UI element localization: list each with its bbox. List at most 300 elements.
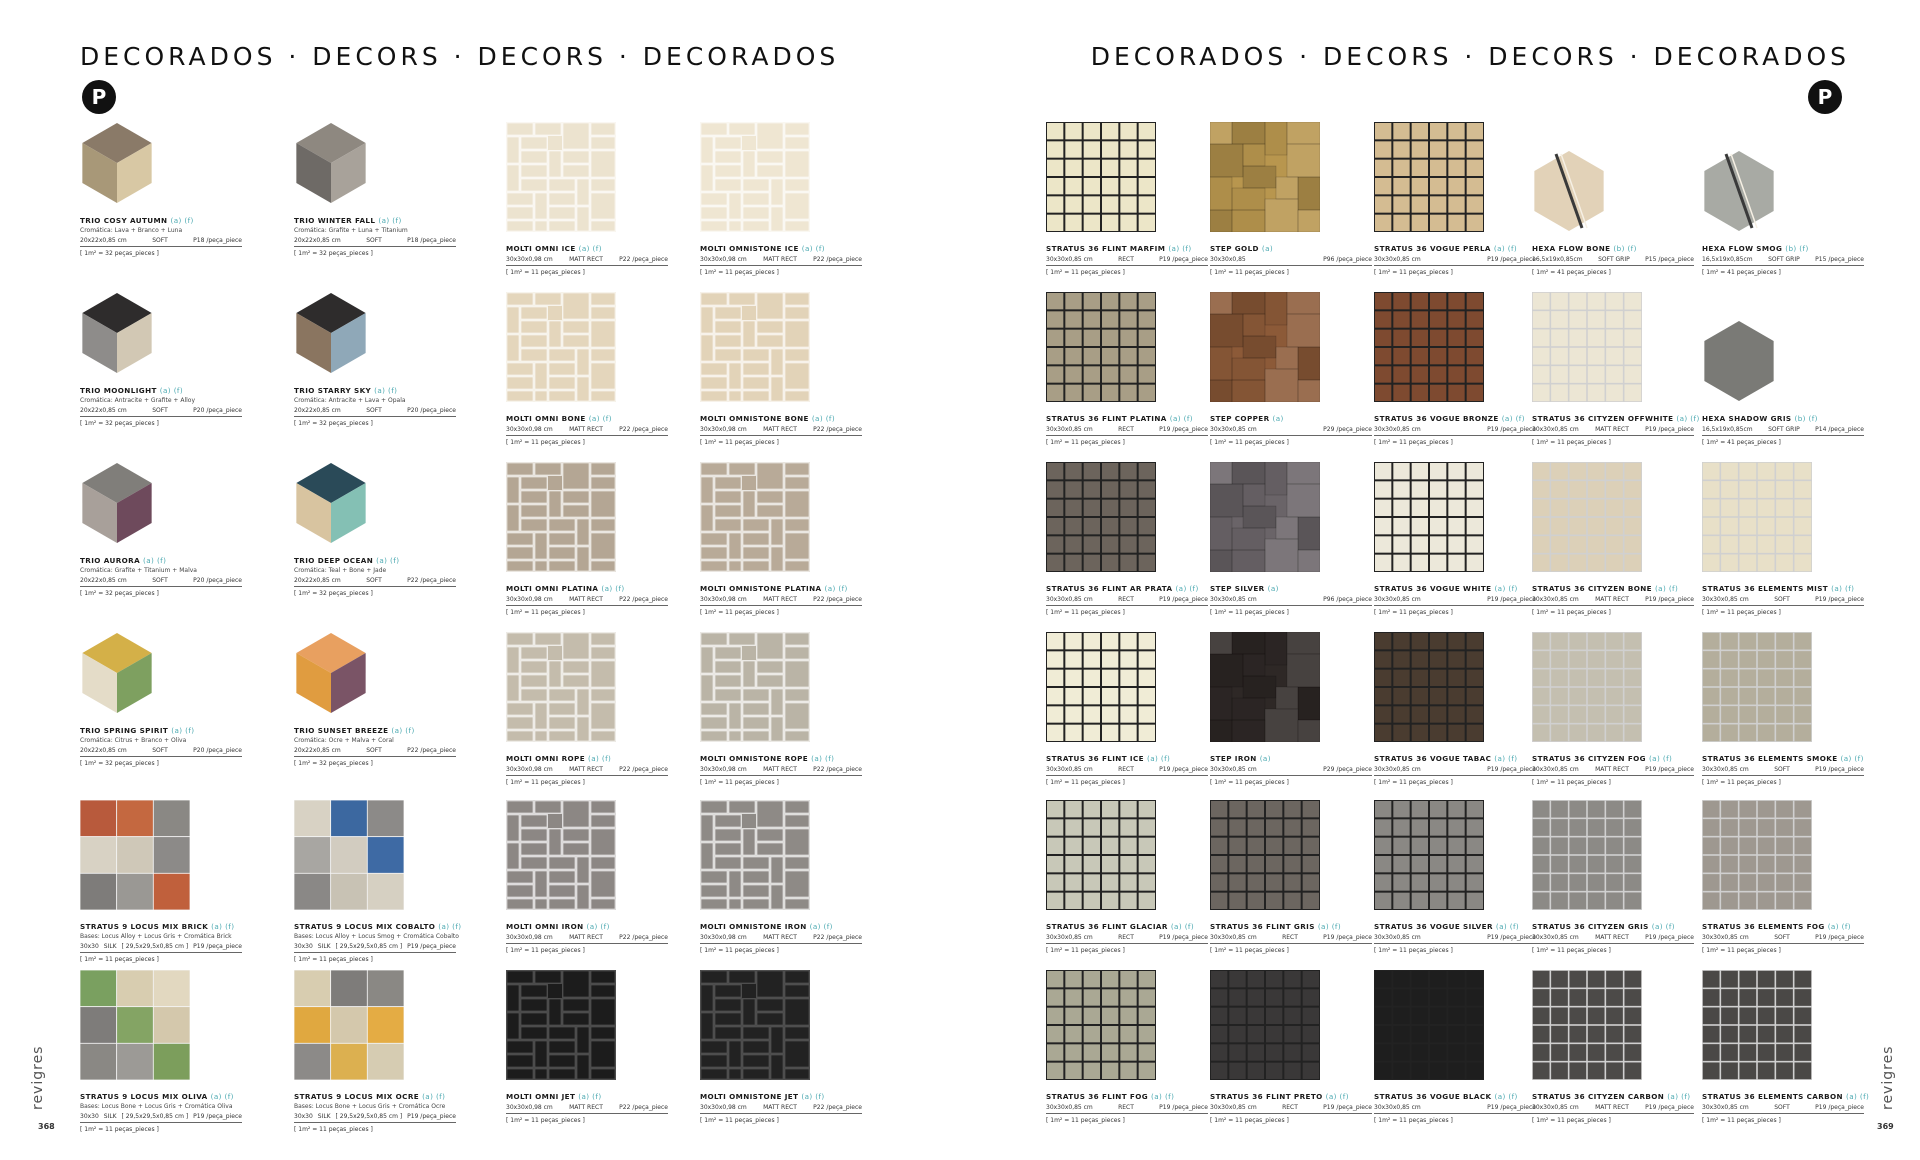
product-card bbox=[506, 122, 674, 276]
product-tag: (a) (f) bbox=[210, 1092, 234, 1101]
spec-price: P19 /peça_piece bbox=[1159, 1104, 1208, 1111]
product-name: STRATUS 36 ELEMENTS FOG (a) (f) bbox=[1702, 922, 1851, 931]
product-card bbox=[1210, 122, 1378, 276]
spec-size: 30x30x0,98 cm bbox=[506, 256, 553, 263]
product-tag: (a) (f) bbox=[824, 584, 848, 593]
product-tag: (a) (f) bbox=[1146, 754, 1171, 763]
product-pack: [ 1m² = 11 peças_pieces ] bbox=[1210, 269, 1289, 276]
product-spec bbox=[1210, 766, 1372, 776]
product-card bbox=[1702, 320, 1870, 446]
spec-size: 30x30x0,85 cm bbox=[1702, 1104, 1749, 1111]
product-spec bbox=[700, 766, 862, 776]
spec-size: 30x30x0,98 cm bbox=[506, 1104, 553, 1111]
product-name: TRIO DEEP OCEAN (a) (f) bbox=[294, 556, 400, 565]
product-spec bbox=[1210, 426, 1372, 436]
spec-price: P22 /peça_piece bbox=[619, 596, 668, 603]
product-tag: (a) (f) bbox=[801, 244, 826, 253]
product-pack: [ 1m² = 11 peças_pieces ] bbox=[1702, 947, 1781, 954]
spec-finish: MATT RECT bbox=[763, 596, 797, 603]
product-pack: [ 1m² = 11 peças_pieces ] bbox=[1532, 609, 1611, 616]
product-spec bbox=[80, 577, 242, 587]
product-card bbox=[294, 970, 462, 1133]
product-spec bbox=[1374, 426, 1536, 436]
spec-size: 30x30x0,85 cm bbox=[1374, 596, 1421, 603]
product-card bbox=[1374, 122, 1542, 276]
product-pack: [ 1m² = 11 peças_pieces ] bbox=[80, 1126, 159, 1133]
product-name: MOLTI OMNISTONE ROPE (a) (f) bbox=[700, 754, 835, 763]
product-name: STRATUS 36 FLINT MARFIM (a) (f) bbox=[1046, 244, 1192, 253]
product-pack: [ 1m² = 11 peças_pieces ] bbox=[700, 439, 779, 446]
side-brand-right: revigres bbox=[1880, 1045, 1896, 1110]
spec-extra: [ 29,5x29,5x0,85 cm ] bbox=[121, 943, 189, 950]
product-tag: (a) (f) bbox=[211, 922, 235, 931]
product-pack: [ 1m² = 11 peças_pieces ] bbox=[1210, 779, 1289, 786]
product-spec bbox=[1046, 596, 1208, 606]
tile-swatch bbox=[700, 122, 810, 232]
spec-finish: RECT bbox=[1118, 934, 1134, 941]
spec-price: P19 /peça_piece bbox=[193, 943, 242, 950]
spec-size: 20x22x0,85 cm bbox=[80, 407, 127, 414]
product-composition: Cromática: Grafite + Titanium + Malva bbox=[80, 567, 197, 574]
tile-swatch bbox=[1702, 150, 1776, 232]
product-name: STRATUS 36 FLINT ICE (a) (f) bbox=[1046, 754, 1171, 763]
product-name: TRIO MOONLIGHT (a) (f) bbox=[80, 386, 184, 395]
spec-size: 20x22x0,85 cm bbox=[80, 577, 127, 584]
spec-price: P19 /peça_piece bbox=[1815, 766, 1864, 773]
spec-size: 30x30x0,85 cm bbox=[1374, 934, 1421, 941]
spec-price: P22 /peça_piece bbox=[619, 426, 668, 433]
tile-swatch bbox=[80, 632, 154, 714]
product-pack: [ 1m² = 11 peças_pieces ] bbox=[1046, 947, 1125, 954]
product-tag: (a) (f) bbox=[376, 556, 400, 565]
spec-size: 30x30x0,85 cm bbox=[1702, 934, 1749, 941]
spec-price: P19 /peça_piece bbox=[1815, 596, 1864, 603]
product-spec bbox=[80, 237, 242, 247]
product-card bbox=[1046, 122, 1214, 276]
tile-swatch bbox=[1210, 800, 1320, 910]
product-tag: (a) (f) bbox=[578, 244, 602, 253]
product-name: STRATUS 36 CITYZEN CARBON (a) (f) bbox=[1532, 1092, 1691, 1101]
product-card bbox=[700, 292, 868, 446]
product-name: STRATUS 36 FLINT PRETO (a) (f) bbox=[1210, 1092, 1349, 1101]
spec-size: 30x30x0,85 cm bbox=[1532, 934, 1579, 941]
product-spec bbox=[294, 1113, 456, 1123]
product-pack: [ 1m² = 11 peças_pieces ] bbox=[294, 956, 373, 963]
tile-swatch bbox=[506, 970, 616, 1080]
spec-price: P19 /peça_piece bbox=[1487, 934, 1536, 941]
product-card bbox=[80, 800, 248, 963]
product-tag: (a) (f) bbox=[801, 1092, 825, 1101]
spec-price: P96 /peça_piece bbox=[1323, 256, 1372, 263]
spec-size: 20x22x0,85 cm bbox=[294, 577, 341, 584]
spec-finish: MATT RECT bbox=[763, 766, 797, 773]
product-tag: (a) (f) bbox=[1493, 244, 1518, 253]
product-spec bbox=[1374, 934, 1536, 944]
product-pack: [ 1m² = 11 peças_pieces ] bbox=[506, 779, 585, 786]
product-spec bbox=[1702, 596, 1864, 606]
product-tag: (a) (f) bbox=[811, 414, 836, 423]
spec-size: 30x30x0,85 cm bbox=[1046, 1104, 1093, 1111]
tile-swatch bbox=[80, 122, 154, 204]
product-pack: [ 1m² = 11 peças_pieces ] bbox=[506, 1117, 585, 1124]
product-pack: [ 1m² = 11 peças_pieces ] bbox=[700, 609, 779, 616]
product-name: STRATUS 36 VOGUE TABAC (a) (f) bbox=[1374, 754, 1518, 763]
tile-swatch bbox=[1046, 970, 1156, 1080]
tile-swatch bbox=[294, 800, 404, 910]
product-pack: [ 1m² = 32 peças_pieces ] bbox=[80, 590, 159, 597]
product-name: STRATUS 36 CITYZEN BONE (a) (f) bbox=[1532, 584, 1679, 593]
spec-size: 30x30x0,85 cm bbox=[1046, 596, 1093, 603]
tile-swatch bbox=[1210, 292, 1320, 402]
product-pack: [ 1m² = 11 peças_pieces ] bbox=[1374, 609, 1453, 616]
product-tag: (a) (f) bbox=[1175, 584, 1199, 593]
product-card bbox=[1532, 800, 1700, 954]
spec-size: 30x30x0,85 cm bbox=[1374, 1104, 1421, 1111]
tile-swatch bbox=[1374, 292, 1484, 402]
product-card bbox=[1210, 800, 1378, 954]
product-name: HEXA FLOW BONE (b) (f) bbox=[1532, 244, 1637, 253]
product-name: STRATUS 36 VOGUE WHITE (a) (f) bbox=[1374, 584, 1518, 593]
product-tag: (a) bbox=[1259, 754, 1271, 763]
product-pack: [ 1m² = 11 peças_pieces ] bbox=[506, 439, 585, 446]
product-card bbox=[294, 292, 462, 427]
product-composition: Cromática: Lava + Branco + Luna bbox=[80, 227, 183, 234]
spec-price: P22 /peça_piece bbox=[619, 1104, 668, 1111]
product-card bbox=[506, 800, 674, 954]
product-spec bbox=[1702, 426, 1864, 436]
spec-finish: MATT RECT bbox=[569, 934, 603, 941]
spec-finish: MATT RECT bbox=[569, 1104, 603, 1111]
product-name: STRATUS 36 CITYZEN GRIS (a) (f) bbox=[1532, 922, 1675, 931]
product-spec bbox=[700, 596, 862, 606]
product-tag: (a) (f) bbox=[1494, 1092, 1518, 1101]
spec-size: 30x30x0,85 cm bbox=[1210, 766, 1257, 773]
product-pack: [ 1m² = 11 peças_pieces ] bbox=[1210, 439, 1289, 446]
tile-swatch bbox=[1702, 970, 1812, 1080]
product-pack: [ 1m² = 11 peças_pieces ] bbox=[700, 269, 779, 276]
spec-finish: MATT RECT bbox=[569, 256, 603, 263]
product-composition: Cromática: Citrus + Branco + Oliva bbox=[80, 737, 187, 744]
spec-price: P14 /peça_piece bbox=[1815, 426, 1864, 433]
product-card bbox=[1702, 150, 1870, 276]
side-brand-left: revigres bbox=[30, 1045, 46, 1110]
spec-finish: SOFT GRIP bbox=[1598, 256, 1630, 263]
spec-price: P22 /peça_piece bbox=[813, 256, 862, 263]
tile-swatch bbox=[506, 800, 616, 910]
product-name: STRATUS 9 LOCUS MIX BRICK (a) (f) bbox=[80, 922, 235, 931]
tile-swatch bbox=[700, 462, 810, 572]
product-spec bbox=[1374, 766, 1536, 776]
product-pack: [ 1m² = 41 peças_pieces ] bbox=[1702, 439, 1781, 446]
tile-swatch bbox=[1374, 122, 1484, 232]
product-spec bbox=[294, 943, 456, 953]
spec-size: 30x30x0,98 cm bbox=[506, 596, 553, 603]
spec-price: P19 /peça_piece bbox=[1645, 1104, 1694, 1111]
product-pack: [ 1m² = 11 peças_pieces ] bbox=[294, 1126, 373, 1133]
product-name: MOLTI OMNISTONE ICE (a) (f) bbox=[700, 244, 826, 253]
product-pack: [ 1m² = 11 peças_pieces ] bbox=[1374, 947, 1453, 954]
product-spec bbox=[294, 747, 456, 757]
product-card bbox=[1374, 632, 1542, 786]
tile-swatch bbox=[80, 462, 154, 544]
spec-finish: MATT RECT bbox=[1595, 934, 1629, 941]
product-name: MOLTI OMNISTONE JET (a) (f) bbox=[700, 1092, 825, 1101]
product-pack: [ 1m² = 11 peças_pieces ] bbox=[506, 269, 585, 276]
spec-finish: MATT RECT bbox=[569, 766, 603, 773]
product-spec bbox=[700, 256, 862, 266]
product-tag: (a) (f) bbox=[1170, 922, 1195, 931]
spec-size: 20x22x0,85 cm bbox=[294, 237, 341, 244]
product-spec bbox=[1374, 596, 1536, 606]
product-pack: [ 1m² = 32 peças_pieces ] bbox=[80, 420, 159, 427]
product-tag: (a) (f) bbox=[378, 216, 402, 225]
tile-swatch bbox=[700, 632, 810, 742]
product-card bbox=[506, 292, 674, 446]
spec-price: P19 /peça_piece bbox=[1159, 596, 1208, 603]
product-card bbox=[1374, 800, 1542, 954]
spec-finish: SOFT bbox=[366, 747, 382, 754]
product-name: TRIO SUNSET BREEZE (a) (f) bbox=[294, 726, 415, 735]
product-spec bbox=[1532, 766, 1694, 776]
product-card bbox=[700, 122, 868, 276]
product-tag: (a) (f) bbox=[1168, 244, 1192, 253]
product-pack: [ 1m² = 11 peças_pieces ] bbox=[1702, 779, 1781, 786]
product-tag: (a) (f) bbox=[143, 556, 167, 565]
product-tag: (a) bbox=[1267, 584, 1279, 593]
spec-finish: SOFT GRIP bbox=[1768, 256, 1800, 263]
product-spec bbox=[700, 426, 862, 436]
spec-size: 30x30x0,98 cm bbox=[700, 1104, 747, 1111]
product-composition: Cromática: Teal + Bone + Jade bbox=[294, 567, 387, 574]
spec-size: 30x30x0,85 cm bbox=[1532, 1104, 1579, 1111]
spec-price: P96 /peça_piece bbox=[1323, 596, 1372, 603]
spec-size: 20x22x0,85 cm bbox=[80, 747, 127, 754]
product-spec bbox=[80, 1113, 242, 1123]
spec-extra: [ 29,5x29,5x0,85 cm ] bbox=[335, 1113, 403, 1120]
spec-price: P20 /peça_piece bbox=[193, 747, 242, 754]
product-spec bbox=[1532, 1104, 1694, 1114]
product-pack: [ 1m² = 11 peças_pieces ] bbox=[1532, 779, 1611, 786]
product-spec bbox=[506, 596, 668, 606]
spec-finish: RECT bbox=[1118, 766, 1134, 773]
spec-finish: SOFT bbox=[1774, 1104, 1790, 1111]
product-pack: [ 1m² = 41 peças_pieces ] bbox=[1532, 269, 1611, 276]
product-name: TRIO WINTER FALL (a) (f) bbox=[294, 216, 402, 225]
tile-swatch bbox=[1046, 800, 1156, 910]
spec-finish: MATT RECT bbox=[569, 596, 603, 603]
product-tag: (a) (f) bbox=[1651, 922, 1675, 931]
tile-swatch bbox=[1702, 462, 1812, 572]
product-card bbox=[1532, 632, 1700, 786]
spec-price: P19 /peça_piece bbox=[1159, 766, 1208, 773]
product-pack: [ 1m² = 11 peças_pieces ] bbox=[700, 947, 779, 954]
spec-price: P22 /peça_piece bbox=[813, 426, 862, 433]
product-tag: (a) (f) bbox=[1827, 922, 1851, 931]
product-pack: [ 1m² = 32 peças_pieces ] bbox=[80, 250, 159, 257]
product-spec bbox=[1210, 596, 1372, 606]
spec-price: P19 /peça_piece bbox=[1323, 1104, 1372, 1111]
product-tag: (a) (f) bbox=[586, 922, 610, 931]
spec-size: 30x30x0,85 cm bbox=[1702, 596, 1749, 603]
spec-size: 30x30x0,85 cm bbox=[1046, 256, 1093, 263]
spec-finish: RECT bbox=[1282, 934, 1298, 941]
product-tag: (a) (f) bbox=[1648, 754, 1673, 763]
product-spec bbox=[80, 943, 242, 953]
product-name: STRATUS 36 VOGUE BRONZE (a) (f) bbox=[1374, 414, 1525, 423]
product-card bbox=[1374, 292, 1542, 446]
spec-finish: SOFT bbox=[152, 577, 168, 584]
product-spec bbox=[1210, 934, 1372, 944]
product-pack: [ 1m² = 11 peças_pieces ] bbox=[1210, 1117, 1289, 1124]
tile-swatch bbox=[1374, 632, 1484, 742]
product-tag: (a) (f) bbox=[1667, 1092, 1691, 1101]
product-pack: [ 1m² = 11 peças_pieces ] bbox=[1046, 269, 1125, 276]
product-tag: (a) (f) bbox=[1654, 584, 1679, 593]
product-pack: [ 1m² = 11 peças_pieces ] bbox=[1210, 609, 1289, 616]
page-title-right: DECORADOS · DECORS · DECORS · DECORADOS bbox=[1090, 42, 1850, 71]
product-spec bbox=[80, 407, 242, 417]
spec-finish: RECT bbox=[1118, 256, 1134, 263]
product-name: STRATUS 36 ELEMENTS CARBON (a) (f) bbox=[1702, 1092, 1870, 1101]
product-tag: (a) bbox=[1272, 414, 1284, 423]
product-name: STEP GOLD (a) bbox=[1210, 244, 1274, 253]
spec-finish: SILK bbox=[103, 1113, 117, 1120]
product-card bbox=[294, 632, 462, 767]
product-pack: [ 1m² = 11 peças_pieces ] bbox=[1046, 779, 1125, 786]
product-name: MOLTI OMNISTONE PLATINA (a) (f) bbox=[700, 584, 848, 593]
product-spec bbox=[1046, 426, 1208, 436]
tile-swatch bbox=[1210, 970, 1320, 1080]
product-tag: (a) (f) bbox=[578, 1092, 602, 1101]
tile-swatch bbox=[1374, 462, 1484, 572]
product-pack: [ 1m² = 11 peças_pieces ] bbox=[80, 956, 159, 963]
tile-swatch bbox=[1210, 632, 1320, 742]
spec-price: P19 /peça_piece bbox=[1323, 934, 1372, 941]
spec-finish: SOFT bbox=[366, 407, 382, 414]
product-card bbox=[1046, 970, 1214, 1124]
product-tag: (a) (f) bbox=[1169, 414, 1193, 423]
product-pack: [ 1m² = 11 peças_pieces ] bbox=[1210, 947, 1289, 954]
spec-size: 20x22x0,85 cm bbox=[294, 407, 341, 414]
product-composition: Bases: Locus Alloy + Locus Smog + Cromática Cobalto bbox=[294, 933, 459, 940]
spec-price: P19 /peça_piece bbox=[1645, 426, 1694, 433]
spec-size: 30x30x0,85 cm bbox=[1374, 766, 1421, 773]
product-spec bbox=[506, 934, 668, 944]
product-card bbox=[1210, 632, 1378, 786]
spec-size: 30x30x0,85 cm bbox=[1702, 766, 1749, 773]
spec-finish: SOFT bbox=[366, 237, 382, 244]
product-pack: [ 1m² = 11 peças_pieces ] bbox=[1046, 609, 1125, 616]
product-card bbox=[80, 632, 248, 767]
product-pack: [ 1m² = 11 peças_pieces ] bbox=[700, 1117, 779, 1124]
product-pack: [ 1m² = 11 peças_pieces ] bbox=[1374, 439, 1453, 446]
product-spec bbox=[506, 256, 668, 266]
spec-size: 30x30x0,98 cm bbox=[506, 766, 553, 773]
spec-size: 30x30x0,85 cm bbox=[1374, 426, 1421, 433]
product-pack: [ 1m² = 11 peças_pieces ] bbox=[1046, 439, 1125, 446]
tile-swatch bbox=[1210, 462, 1320, 572]
tile-swatch bbox=[506, 122, 616, 232]
spec-finish: MATT RECT bbox=[1595, 766, 1629, 773]
product-tag: (b) (f) bbox=[1794, 414, 1818, 423]
product-tag: (a) (f) bbox=[811, 754, 835, 763]
product-tag: (a) (f) bbox=[1676, 414, 1700, 423]
spec-finish: RECT bbox=[1118, 426, 1134, 433]
spec-price: P22 /peça_piece bbox=[619, 256, 668, 263]
spec-finish: MATT RECT bbox=[569, 426, 603, 433]
product-name: STRATUS 36 FLINT GRIS (a) (f) bbox=[1210, 922, 1342, 931]
product-name: STRATUS 9 LOCUS MIX OLIVA (a) (f) bbox=[80, 1092, 234, 1101]
product-tag: (a) (f) bbox=[1151, 1092, 1175, 1101]
product-spec bbox=[1532, 256, 1694, 266]
product-pack: [ 1m² = 41 peças_pieces ] bbox=[1702, 269, 1781, 276]
product-tag: (a) (f) bbox=[1325, 1092, 1349, 1101]
product-spec bbox=[506, 426, 668, 436]
spec-size: 30x30x0,85 cm bbox=[1210, 426, 1257, 433]
product-name: MOLTI OMNISTONE IRON (a) (f) bbox=[700, 922, 833, 931]
product-name: MOLTI OMNI ROPE (a) (f) bbox=[506, 754, 612, 763]
spec-finish: MATT RECT bbox=[763, 426, 797, 433]
product-card bbox=[294, 462, 462, 597]
product-card bbox=[1532, 150, 1700, 276]
product-spec bbox=[1046, 766, 1208, 776]
spec-size: 30x30x0,98 cm bbox=[700, 596, 747, 603]
spec-finish: SILK bbox=[103, 943, 117, 950]
spec-size: 30x30x0,85 cm bbox=[1046, 426, 1093, 433]
product-pack: [ 1m² = 11 peças_pieces ] bbox=[506, 609, 585, 616]
product-pack: [ 1m² = 11 peças_pieces ] bbox=[1702, 1117, 1781, 1124]
product-card bbox=[506, 970, 674, 1124]
spec-finish: MATT RECT bbox=[763, 256, 797, 263]
product-name: STRATUS 36 FLINT FOG (a) (f) bbox=[1046, 1092, 1175, 1101]
tile-swatch bbox=[294, 292, 368, 374]
brand-logo-right: P bbox=[1808, 80, 1842, 114]
product-tag: (a) (f) bbox=[1845, 1092, 1870, 1101]
spec-price: P19 /peça_piece bbox=[1487, 1104, 1536, 1111]
product-pack: [ 1m² = 32 peças_pieces ] bbox=[294, 760, 373, 767]
spec-finish: SOFT bbox=[152, 407, 168, 414]
product-card bbox=[1210, 970, 1378, 1124]
product-name: STRATUS 36 VOGUE BLACK (a) (f) bbox=[1374, 1092, 1518, 1101]
spec-price: P19 /peça_piece bbox=[1159, 256, 1208, 263]
product-spec bbox=[1702, 934, 1864, 944]
spec-size: 30x30 bbox=[294, 943, 313, 950]
product-card bbox=[80, 292, 248, 427]
brand-logo-left: P bbox=[82, 80, 116, 114]
spec-size: 30x30x0,85 cm bbox=[1532, 426, 1579, 433]
product-composition: Cromática: Antracite + Lava + Opala bbox=[294, 397, 406, 404]
product-tag: (a) (f) bbox=[1501, 414, 1525, 423]
spec-price: P19 /peça_piece bbox=[407, 1113, 456, 1120]
spec-size: 30x30x0,85 cm bbox=[1210, 596, 1257, 603]
product-name: MOLTI OMNISTONE BONE (a) (f) bbox=[700, 414, 836, 423]
spec-price: P19 /peça_piece bbox=[1645, 766, 1694, 773]
product-name: STRATUS 9 LOCUS MIX COBALTO (a) (f) bbox=[294, 922, 462, 931]
product-pack: [ 1m² = 11 peças_pieces ] bbox=[1374, 269, 1453, 276]
tile-swatch bbox=[1702, 320, 1776, 402]
tile-swatch bbox=[1702, 632, 1812, 742]
spec-price: P29 /peça_piece bbox=[1323, 426, 1372, 433]
product-tag: (a) (f) bbox=[391, 726, 415, 735]
spec-price: P19 /peça_piece bbox=[193, 1113, 242, 1120]
product-name: TRIO SPRING SPIRIT (a) (f) bbox=[80, 726, 195, 735]
tile-swatch bbox=[294, 632, 368, 714]
product-card bbox=[1702, 462, 1870, 616]
spec-finish: RECT bbox=[1282, 1104, 1298, 1111]
product-spec bbox=[1046, 934, 1208, 944]
spec-finish: SOFT bbox=[1774, 934, 1790, 941]
product-tag: (a) (f) bbox=[1840, 754, 1864, 763]
